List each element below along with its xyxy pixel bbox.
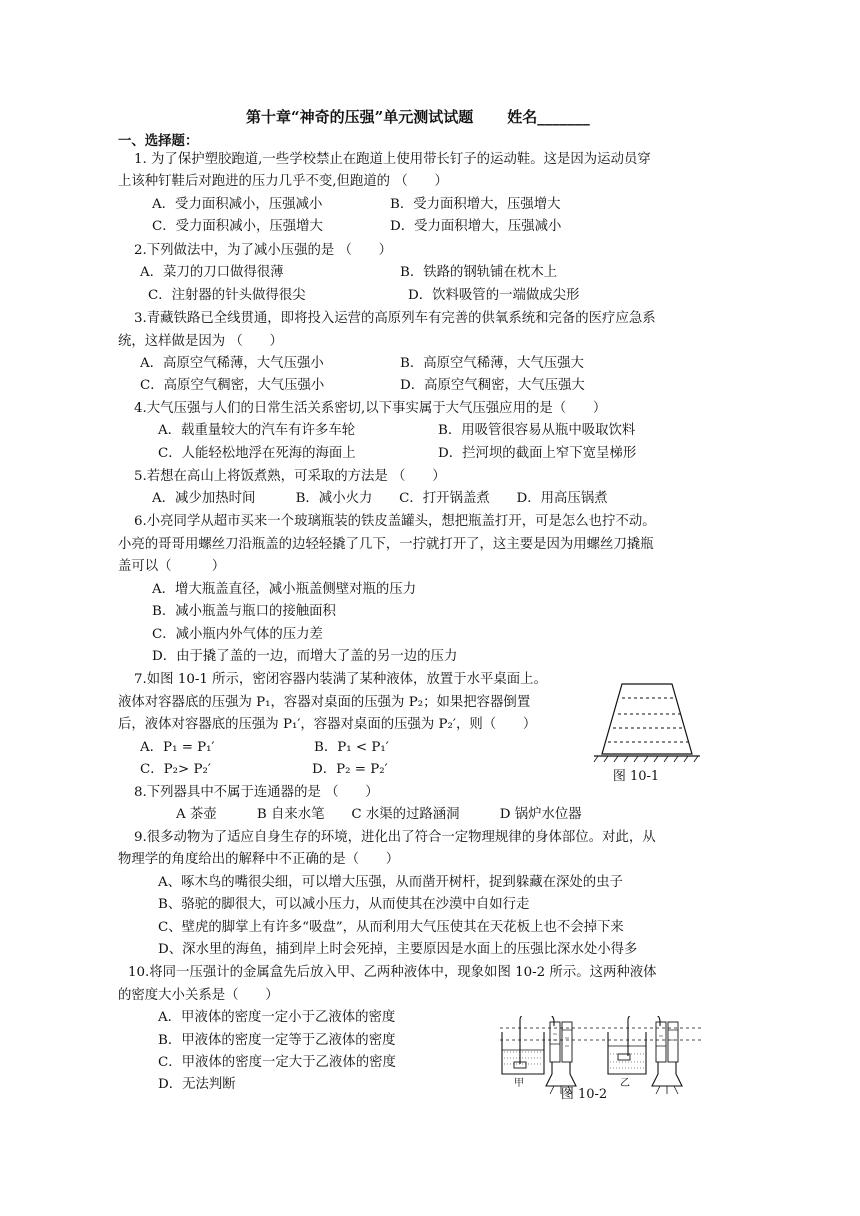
q10-option-a: A．甲液体的密度一定小于乙液体的密度	[158, 1010, 396, 1025]
q3-option-a: A．高原空气稀薄，大气压强小	[140, 356, 324, 371]
q4-option-a: A．载重量较大的汽车有许多车轮	[158, 423, 356, 438]
q5-stem: 5.若想在高山上将饭煮熟，可采取的方法是 （ ）	[134, 469, 446, 484]
q4-option-c: C．人能轻松地浮在死海的海面上	[158, 446, 356, 461]
figure-10-1-caption: 图 10-1	[612, 769, 660, 784]
title-text: 第十章“神奇的压强”单元测试试题	[246, 108, 474, 126]
q7-stem-line1: 7.如图 10-1 所示，密闭容器内装满了某种液体，放置于水平桌面上。	[134, 672, 547, 687]
section-heading: 一、选择题：	[118, 133, 199, 149]
q6-option-a: A．增大瓶盖直径，减小瓶盖侧壁对瓶的压力	[152, 582, 417, 597]
figure-10-2-drawing	[500, 1016, 702, 1094]
page-title	[246, 106, 590, 127]
q9-stem-line2: 物理学的角度给出的解释中不正确的是（ ）	[118, 852, 400, 867]
q3-stem-line1: 3.青藏铁路已全线贯通，即将投入运营的高原列车有完善的供氧系统和完备的医疗应急系	[134, 311, 656, 326]
q6-stem-line3: 盖可以（ ）	[118, 559, 226, 574]
q9-option-c: C、壁虎的脚掌上有许多“吸盘”，从而利用大气压使其在天花板上也不会掉下来	[158, 920, 624, 935]
q4-option-d: D．拦河坝的截面上窄下宽呈梯形	[438, 446, 637, 461]
q2-stem: 2.下列做法中，为了减小压强的是 （ ）	[134, 243, 393, 258]
q4-stem: 4.大气压强与人们的日常生活关系密切,以下事实属于大气压强应用的是（ ）	[134, 401, 607, 416]
q10-option-d: D．无法判断	[158, 1077, 236, 1092]
figure-10-2-label-jia: 甲	[514, 1078, 524, 1089]
q3-option-d: D．高原空气稠密，大气压强大	[400, 378, 585, 393]
q5-options: A．减少加热时间 B．减小火力 C．打开锅盖煮 D．用高压锅煮	[152, 491, 608, 506]
q3-stem-line2: 统，这样做是因为 （ ）	[118, 334, 283, 349]
q6-option-d: D．由于撬了盖的一边，而增大了盖的另一边的压力	[152, 649, 458, 664]
figure-10-2-label-yi: 乙	[620, 1078, 630, 1089]
q9-option-d: D、深水里的海鱼，捕到岸上时会死掉，主要原因是水面上的压强比深水处小得多	[158, 942, 638, 957]
q1-stem-line2: 上该种钉鞋后对跑进的压力几乎不变,但跑道的 （ ）	[118, 174, 448, 189]
q6-stem-line2: 小亮的哥哥用螺丝刀沿瓶盖的边轻轻撬了几下，一拧就打开了，这主要是因为用螺丝刀撬瓶	[118, 537, 654, 552]
q7-option-d: D．P₂ = P₂′	[312, 762, 388, 777]
figure-10-1-drawing	[594, 684, 700, 762]
q7-stem-line2: 液体对容器底的压强为 P₁，容器对桌面的压强为 P₂；如果把容器倒置	[118, 695, 531, 710]
q9-option-b: B、骆驼的脚很大，可以减小压力，从而使其在沙漠中自如行走	[158, 897, 530, 912]
q10-option-b: B．甲液体的密度一定等于乙液体的密度	[158, 1033, 396, 1048]
name-field-label: 姓名_______	[507, 108, 590, 126]
q7-stem-line3: 后，液体对容器底的压强为 P₁′，容器对桌面的压强为 P₂′，则（ ）	[118, 717, 537, 732]
q8-options: A 茶壶 B 自来水笔 C 水渠的过路涵洞 D 锅炉水位器	[176, 807, 582, 822]
q6-option-b: B．减小瓶盖与瓶口的接触面积	[152, 604, 336, 619]
q1-stem-line1: 1. 为了保护塑胶跑道,一些学校禁止在跑道上使用带长钉子的运动鞋。这是因为运动员穿	[134, 152, 651, 167]
q6-stem-line1: 6.小亮同学从超市买来一个玻璃瓶装的铁皮盖罐头，想把瓶盖打开，可是怎么也拧不动。	[134, 514, 656, 529]
q2-option-c: C．注射器的针头做得很尖	[148, 288, 306, 303]
figure-10-2-caption: 图 10-2	[560, 1087, 608, 1102]
figure-10-2-container	[496, 1016, 706, 1102]
q7-option-a: A．P₁ = P₁′	[140, 740, 215, 755]
q2-option-d: D．饮料吸管的一端做成尖形	[408, 288, 580, 303]
q2-option-b: B．铁路的钢轨铺在枕木上	[400, 265, 558, 280]
q4-option-b: B．用吸管很容易从瓶中吸取饮料	[438, 423, 636, 438]
q1-option-d: D．受力面积增大，压强减小	[390, 219, 562, 234]
q1-option-a: A．受力面积减小，压强减小	[152, 197, 323, 212]
q3-option-b: B．高原空气稀薄，大气压强大	[400, 356, 584, 371]
q1-option-c: C．受力面积减小，压强增大	[152, 219, 323, 234]
q10-stem-line1: 10.将同一压强计的金属盒先后放入甲、乙两种液体中，现象如图 10-2 所示。这两种液体	[128, 965, 657, 980]
q7-option-b: B．P₁ < P₁′	[314, 740, 389, 755]
q10-stem-line2: 的密度大小关系是（ ）	[118, 988, 279, 1003]
q2-option-a: A．菜刀的刀口做得很薄	[140, 265, 284, 280]
q3-option-c: C．高原空气稠密，大气压强小	[140, 378, 325, 393]
q9-option-a: A、啄木鸟的嘴很尖细，可以增大压强，从而凿开树杆，捉到躲藏在深处的虫子	[158, 875, 623, 890]
q10-option-c: C．甲液体的密度一定大于乙液体的密度	[158, 1055, 396, 1070]
q1-option-b: B．受力面积增大，压强增大	[390, 197, 561, 212]
q6-option-c: C．减小瓶内外气体的压力差	[152, 627, 323, 642]
q7-option-c: C．P₂> P₂′	[140, 762, 211, 777]
figure-10-1-container	[592, 676, 702, 788]
q8-stem: 8.下列器具中不属于连通器的是 （ ）	[134, 785, 379, 800]
q9-stem-line1: 9.很多动物为了适应自身生存的环境，进化出了符合一定物理规律的身体部位。对此，从	[134, 830, 656, 845]
